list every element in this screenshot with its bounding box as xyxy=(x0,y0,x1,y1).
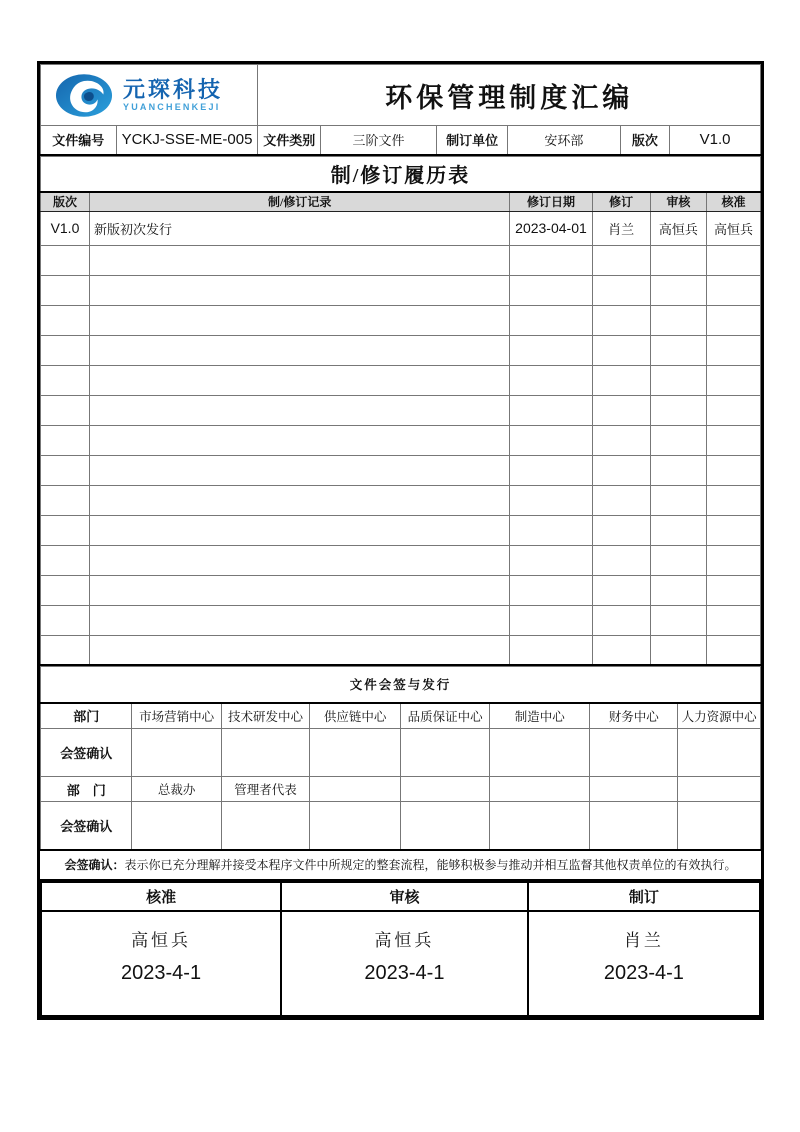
issuing-dept-label: 制订单位 xyxy=(436,126,507,155)
header-table xyxy=(40,64,761,156)
history-empty-cell xyxy=(89,335,509,365)
history-empty-cell xyxy=(510,545,592,575)
history-empty-row xyxy=(41,305,761,335)
brand-name: 元琛科技 xyxy=(123,76,224,102)
history-empty-row xyxy=(41,425,761,455)
history-column-header: 修订 xyxy=(592,192,650,211)
history-empty-cell xyxy=(510,635,592,665)
history-empty-cell xyxy=(650,545,706,575)
history-empty-cell xyxy=(89,545,509,575)
history-empty-cell xyxy=(41,275,90,305)
history-empty-cell xyxy=(706,455,760,485)
history-empty-cell xyxy=(650,365,706,395)
approval-date: 2023-4-1 xyxy=(364,961,445,984)
history-empty-cell xyxy=(592,455,650,485)
history-empty-cell xyxy=(510,515,592,545)
history-empty-cell xyxy=(41,545,90,575)
signoff-empty-cell xyxy=(221,729,310,777)
brand-name-en: YUANCHENKEJI xyxy=(123,101,221,112)
approval-table xyxy=(40,881,761,1017)
signoff-note-lead: 会签确认： xyxy=(64,857,125,872)
history-empty-cell xyxy=(41,575,90,605)
history-empty-cell xyxy=(510,575,592,605)
document-frame xyxy=(37,61,764,1020)
logo-cell xyxy=(41,65,258,126)
signoff-empty-cell xyxy=(678,729,761,777)
signoff-empty-cell xyxy=(490,729,590,777)
dept-cell: 技术研发中心 xyxy=(221,703,310,729)
history-row xyxy=(41,211,761,245)
history-empty-cell xyxy=(592,245,650,275)
history-empty-row xyxy=(41,245,761,275)
version-label: 版次 xyxy=(620,126,670,155)
history-empty-cell xyxy=(510,275,592,305)
history-empty-row xyxy=(41,485,761,515)
history-empty-cell xyxy=(510,245,592,275)
dept-cell: 总裁办 xyxy=(132,777,221,802)
history-empty-cell xyxy=(89,365,509,395)
history-empty-row xyxy=(41,575,761,605)
approval-signature-cell xyxy=(41,911,281,1016)
doc-number-label: 文件编号 xyxy=(41,126,117,155)
history-empty-cell xyxy=(41,425,90,455)
history-empty-cell xyxy=(510,425,592,455)
history-empty-row xyxy=(41,455,761,485)
history-empty-cell xyxy=(592,395,650,425)
history-empty-cell xyxy=(706,395,760,425)
history-empty-cell xyxy=(592,635,650,665)
history-empty-cell xyxy=(592,425,650,455)
history-empty-cell xyxy=(706,545,760,575)
confirm-row1-label: 会签确认 xyxy=(41,729,132,777)
dept-row2-label: 部 门 xyxy=(41,777,132,802)
doc-number-value: YCKJ-SSE-ME-005 xyxy=(116,126,258,155)
brand-text xyxy=(123,76,224,112)
history-empty-cell xyxy=(89,395,509,425)
history-empty-cell xyxy=(89,575,509,605)
doc-type-value: 三阶文件 xyxy=(321,126,437,155)
history-empty-cell xyxy=(41,635,90,665)
revision-history-table xyxy=(40,156,761,667)
history-empty-cell xyxy=(706,275,760,305)
history-column-header: 审核 xyxy=(650,192,706,211)
history-empty-row xyxy=(41,605,761,635)
dept-cell: 市场营销中心 xyxy=(132,703,221,729)
history-column-header: 修订日期 xyxy=(510,192,592,211)
history-empty-cell xyxy=(706,305,760,335)
revision-history-title: 制/修订履历表 xyxy=(41,156,761,192)
history-empty-cell xyxy=(41,485,90,515)
history-empty-cell xyxy=(650,455,706,485)
history-empty-cell xyxy=(89,635,509,665)
history-empty-cell xyxy=(650,575,706,605)
history-empty-cell xyxy=(41,605,90,635)
history-empty-row xyxy=(41,365,761,395)
history-empty-cell xyxy=(650,425,706,455)
history-empty-row xyxy=(41,275,761,305)
history-record: 新版初次发行 xyxy=(89,211,509,245)
history-empty-cell xyxy=(89,515,509,545)
dept-cell: 财务中心 xyxy=(590,703,678,729)
dept-cell xyxy=(310,777,401,802)
history-empty-cell xyxy=(650,245,706,275)
history-empty-cell xyxy=(41,395,90,425)
history-empty-cell xyxy=(706,245,760,275)
history-date: 2023-04-01 xyxy=(510,211,592,245)
history-reviewed-by: 高恒兵 xyxy=(650,211,706,245)
history-empty-cell xyxy=(650,335,706,365)
signoff-empty-cell xyxy=(400,802,489,850)
signoff-empty-cell xyxy=(400,729,489,777)
signoff-table xyxy=(40,666,761,851)
history-empty-cell xyxy=(650,395,706,425)
history-empty-cell xyxy=(706,515,760,545)
approval-name: 高恒兵 xyxy=(131,930,192,950)
history-empty-cell xyxy=(510,455,592,485)
history-empty-cell xyxy=(706,335,760,365)
history-empty-cell xyxy=(41,335,90,365)
history-empty-cell xyxy=(650,515,706,545)
dept-cell: 供应链中心 xyxy=(310,703,401,729)
approval-signature xyxy=(282,926,527,1001)
approval-name: 高恒兵 xyxy=(374,930,435,950)
history-empty-cell xyxy=(510,485,592,515)
history-empty-cell xyxy=(592,575,650,605)
history-empty-cell xyxy=(41,515,90,545)
dept-cell xyxy=(400,777,489,802)
dept-cell xyxy=(590,777,678,802)
approval-signature-cell xyxy=(528,911,760,1016)
signoff-empty-cell xyxy=(590,802,678,850)
history-empty-cell xyxy=(510,335,592,365)
approval-signature-cell xyxy=(281,911,528,1016)
history-empty-cell xyxy=(592,275,650,305)
history-empty-cell xyxy=(89,305,509,335)
history-empty-cell xyxy=(89,245,509,275)
signoff-empty-cell xyxy=(310,802,401,850)
history-empty-cell xyxy=(592,545,650,575)
issuing-dept-value: 安环部 xyxy=(508,126,620,155)
signoff-note-text: 表示你已充分理解并接受本程序文件中所规定的整套流程，能够积极参与推动并相互监督其他权责单位的有效执行。 xyxy=(124,857,737,872)
history-empty-cell xyxy=(650,275,706,305)
history-empty-cell xyxy=(592,485,650,515)
history-empty-cell xyxy=(592,605,650,635)
history-empty-cell xyxy=(592,515,650,545)
history-empty-row xyxy=(41,545,761,575)
approval-role-header: 制订 xyxy=(528,882,760,911)
signoff-empty-cell xyxy=(678,802,761,850)
approval-date: 2023-4-1 xyxy=(121,961,202,984)
signoff-note xyxy=(40,851,761,881)
company-logo-icon xyxy=(55,73,113,118)
history-empty-cell xyxy=(41,305,90,335)
history-empty-cell xyxy=(706,635,760,665)
approval-date: 2023-4-1 xyxy=(603,961,684,984)
dept-cell: 品质保证中心 xyxy=(400,703,489,729)
dept-cell: 管理者代表 xyxy=(221,777,310,802)
confirm-row2-label: 会签确认 xyxy=(41,802,132,850)
history-column-header: 版次 xyxy=(41,192,90,211)
history-revised-by: 肖兰 xyxy=(592,211,650,245)
history-empty-cell xyxy=(706,365,760,395)
signoff-empty-cell xyxy=(490,802,590,850)
signoff-empty-cell xyxy=(310,729,401,777)
signoff-title: 文件会签与发行 xyxy=(41,667,761,703)
history-empty-cell xyxy=(41,245,90,275)
history-empty-cell xyxy=(510,605,592,635)
version-value: V1.0 xyxy=(670,126,761,155)
history-empty-cell xyxy=(510,305,592,335)
history-empty-cell xyxy=(41,455,90,485)
history-empty-cell xyxy=(706,485,760,515)
history-empty-cell xyxy=(650,305,706,335)
history-empty-cell xyxy=(89,455,509,485)
history-empty-cell xyxy=(89,425,509,455)
dept-cell xyxy=(490,777,590,802)
history-empty-cell xyxy=(510,395,592,425)
dept-cell: 制造中心 xyxy=(490,703,590,729)
history-approved-by: 高恒兵 xyxy=(706,211,760,245)
history-empty-cell xyxy=(650,605,706,635)
history-empty-cell xyxy=(510,365,592,395)
approval-signature xyxy=(529,926,759,1001)
history-empty-row xyxy=(41,335,761,365)
history-empty-cell xyxy=(706,425,760,455)
approval-role-header: 审核 xyxy=(281,882,528,911)
history-empty-cell xyxy=(89,485,509,515)
history-empty-row xyxy=(41,515,761,545)
signoff-empty-cell xyxy=(132,802,221,850)
dept-cell: 人力资源中心 xyxy=(678,703,761,729)
history-empty-cell xyxy=(41,365,90,395)
history-empty-row xyxy=(41,395,761,425)
doc-type-label: 文件类别 xyxy=(258,126,321,155)
history-empty-cell xyxy=(650,485,706,515)
history-empty-cell xyxy=(89,275,509,305)
history-empty-cell xyxy=(650,635,706,665)
approval-name: 肖兰 xyxy=(623,930,664,950)
history-column-header: 核准 xyxy=(706,192,760,211)
dept-row1-label: 部门 xyxy=(41,703,132,729)
approval-signature xyxy=(42,926,280,1001)
signoff-empty-cell xyxy=(590,729,678,777)
history-version: V1.0 xyxy=(41,211,90,245)
approval-role-header: 核准 xyxy=(41,882,281,911)
signoff-empty-cell xyxy=(221,802,310,850)
page-title: 环保管理制度汇编 xyxy=(258,65,761,126)
history-empty-cell xyxy=(592,335,650,365)
history-empty-cell xyxy=(706,575,760,605)
history-empty-cell xyxy=(592,365,650,395)
history-column-header: 制/修订记录 xyxy=(89,192,509,211)
history-empty-cell xyxy=(592,305,650,335)
history-empty-row xyxy=(41,635,761,665)
history-empty-cell xyxy=(89,605,509,635)
signoff-empty-cell xyxy=(132,729,221,777)
history-empty-cell xyxy=(706,605,760,635)
dept-cell xyxy=(678,777,761,802)
